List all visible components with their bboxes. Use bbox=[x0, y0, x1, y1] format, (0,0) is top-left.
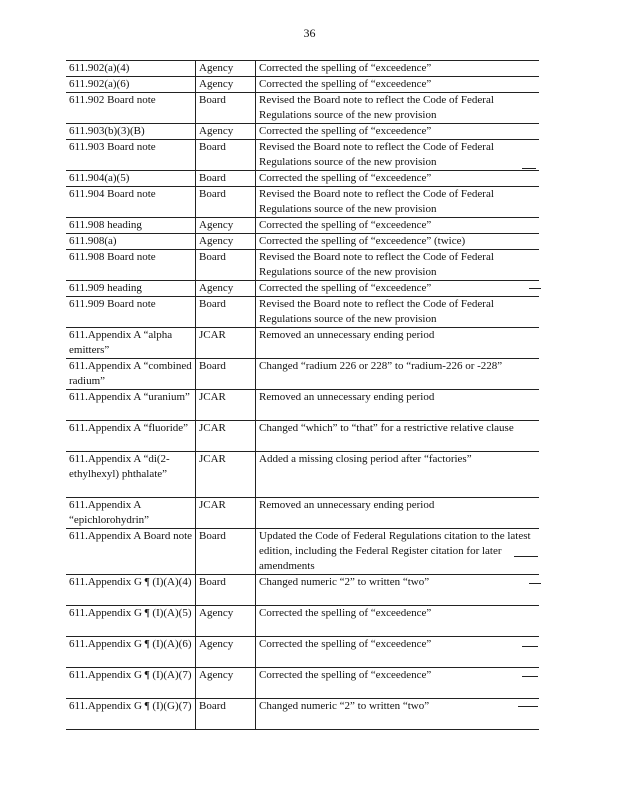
section-cell: 611.Appendix A Board note bbox=[66, 529, 196, 575]
source-cell: Board bbox=[196, 529, 256, 575]
source-cell: Agency bbox=[196, 218, 256, 234]
table-row bbox=[66, 281, 539, 297]
source-cell: Board bbox=[196, 171, 256, 187]
section-cell: 611.904 Board note bbox=[66, 187, 196, 218]
section-cell: 611.908 Board note bbox=[66, 250, 196, 281]
table-row bbox=[66, 390, 539, 421]
page-number: 36 bbox=[303, 26, 316, 40]
table-row bbox=[66, 297, 539, 328]
section-cell: 611.903(b)(3)(B) bbox=[66, 124, 196, 140]
source-cell: Board bbox=[196, 575, 256, 606]
section-cell: 611.902(a)(6) bbox=[66, 77, 196, 93]
source-cell: JCAR bbox=[196, 390, 256, 421]
section-cell: 611.Appendix A “fluoride” bbox=[66, 421, 196, 452]
table-row bbox=[66, 140, 539, 171]
change-cell: Corrected the spelling of “exceedence” bbox=[256, 218, 540, 234]
change-cell: Corrected the spelling of “exceedence” bbox=[256, 124, 540, 140]
change-cell: Updated the Code of Federal Regulations citation to the latest edition, including the Federal Register citation for later amendments bbox=[256, 529, 540, 575]
table-row bbox=[66, 498, 539, 529]
section-cell: 611.Appendix G ¶ (I)(A)(5) bbox=[66, 606, 196, 637]
source-cell: JCAR bbox=[196, 328, 256, 359]
change-cell: Corrected the spelling of “exceedence” bbox=[256, 171, 540, 187]
section-cell: 611.904(a)(5) bbox=[66, 171, 196, 187]
section-cell: 611.908(a) bbox=[66, 234, 196, 250]
table-row bbox=[66, 93, 539, 124]
section-cell: 611.909 Board note bbox=[66, 297, 196, 328]
change-cell: Corrected the spelling of “exceedence” (twice) bbox=[256, 234, 540, 250]
change-cell: Added a missing closing period after “factories” bbox=[256, 452, 540, 498]
source-cell: Board bbox=[196, 93, 256, 124]
changes-table bbox=[66, 60, 539, 730]
source-cell: Board bbox=[196, 187, 256, 218]
table-row bbox=[66, 218, 539, 234]
section-cell: 611.Appendix G ¶ (I)(A)(7) bbox=[66, 668, 196, 699]
table-row bbox=[66, 234, 539, 250]
source-cell: Agency bbox=[196, 61, 256, 77]
change-cell: Revised the Board note to reflect the Code of Federal Regulations source of the new provision bbox=[256, 187, 540, 218]
change-cell: Removed an unnecessary ending period bbox=[256, 328, 540, 359]
margin-rule bbox=[518, 706, 538, 707]
margin-rule bbox=[529, 583, 541, 584]
source-cell: Agency bbox=[196, 234, 256, 250]
section-cell: 611.Appendix A “di(2-ethylhexyl) phthalate” bbox=[66, 452, 196, 498]
table-row bbox=[66, 124, 539, 140]
source-cell: JCAR bbox=[196, 421, 256, 452]
table-row bbox=[66, 359, 539, 390]
section-cell: 611.Appendix A “alpha emitters” bbox=[66, 328, 196, 359]
section-cell: 611.902 Board note bbox=[66, 93, 196, 124]
change-cell: Changed numeric “2” to written “two” bbox=[256, 575, 540, 606]
section-cell: 611.908 heading bbox=[66, 218, 196, 234]
table-row bbox=[66, 77, 539, 93]
change-cell: Changed “which” to “that” for a restrictive relative clause bbox=[256, 421, 540, 452]
source-cell: Agency bbox=[196, 77, 256, 93]
change-cell: Revised the Board note to reflect the Code of Federal Regulations source of the new provision bbox=[256, 93, 540, 124]
source-cell: JCAR bbox=[196, 452, 256, 498]
section-cell: 611.Appendix G ¶ (I)(A)(4) bbox=[66, 575, 196, 606]
table-row bbox=[66, 421, 539, 452]
margin-rule bbox=[529, 288, 541, 289]
table-row bbox=[66, 637, 539, 668]
change-cell: Revised the Board note to reflect the Code of Federal Regulations source of the new provision bbox=[256, 250, 540, 281]
source-cell: Board bbox=[196, 359, 256, 390]
change-cell: Changed numeric “2” to written “two” bbox=[256, 699, 540, 730]
source-cell: Board bbox=[196, 250, 256, 281]
margin-rule bbox=[522, 168, 536, 169]
source-cell: Board bbox=[196, 297, 256, 328]
section-cell: 611.Appendix A “epichlorohydrin” bbox=[66, 498, 196, 529]
change-cell: Corrected the spelling of “exceedence” bbox=[256, 61, 540, 77]
source-cell: Board bbox=[196, 140, 256, 171]
source-cell: Agency bbox=[196, 637, 256, 668]
margin-rule bbox=[514, 556, 538, 557]
change-cell: Revised the Board note to reflect the Code of Federal Regulations source of the new provision bbox=[256, 297, 540, 328]
section-cell: 611.Appendix A “uranium” bbox=[66, 390, 196, 421]
source-cell: Agency bbox=[196, 281, 256, 297]
table-row bbox=[66, 668, 539, 699]
table-row bbox=[66, 699, 539, 730]
section-cell: 611.902(a)(4) bbox=[66, 61, 196, 77]
section-cell: 611.Appendix G ¶ (I)(G)(7) bbox=[66, 699, 196, 730]
section-cell: 611.Appendix A “combined radium” bbox=[66, 359, 196, 390]
margin-rule bbox=[522, 646, 538, 647]
section-cell: 611.903 Board note bbox=[66, 140, 196, 171]
source-cell: Agency bbox=[196, 124, 256, 140]
table-row bbox=[66, 187, 539, 218]
change-cell: Corrected the spelling of “exceedence” bbox=[256, 77, 540, 93]
change-cell: Changed “radium 226 or 228” to “radium-226 or -228” bbox=[256, 359, 540, 390]
change-cell: Corrected the spelling of “exceedence” bbox=[256, 281, 540, 297]
source-cell: Agency bbox=[196, 668, 256, 699]
change-cell: Removed an unnecessary ending period bbox=[256, 498, 540, 529]
section-cell: 611.Appendix G ¶ (I)(A)(6) bbox=[66, 637, 196, 668]
section-cell: 611.909 heading bbox=[66, 281, 196, 297]
table-row bbox=[66, 575, 539, 606]
table-row bbox=[66, 171, 539, 187]
change-cell: Corrected the spelling of “exceedence” bbox=[256, 606, 540, 637]
margin-rule bbox=[522, 676, 538, 677]
source-cell: Board bbox=[196, 699, 256, 730]
change-cell: Corrected the spelling of “exceedence” bbox=[256, 637, 540, 668]
change-cell: Revised the Board note to reflect the Code of Federal Regulations source of the new provision bbox=[256, 140, 540, 171]
change-cell: Removed an unnecessary ending period bbox=[256, 390, 540, 421]
table-row bbox=[66, 452, 539, 498]
table-row bbox=[66, 250, 539, 281]
table-row bbox=[66, 328, 539, 359]
source-cell: JCAR bbox=[196, 498, 256, 529]
table-row bbox=[66, 61, 539, 77]
table-row bbox=[66, 606, 539, 637]
change-cell: Corrected the spelling of “exceedence” bbox=[256, 668, 540, 699]
source-cell: Agency bbox=[196, 606, 256, 637]
table-row bbox=[66, 529, 539, 575]
